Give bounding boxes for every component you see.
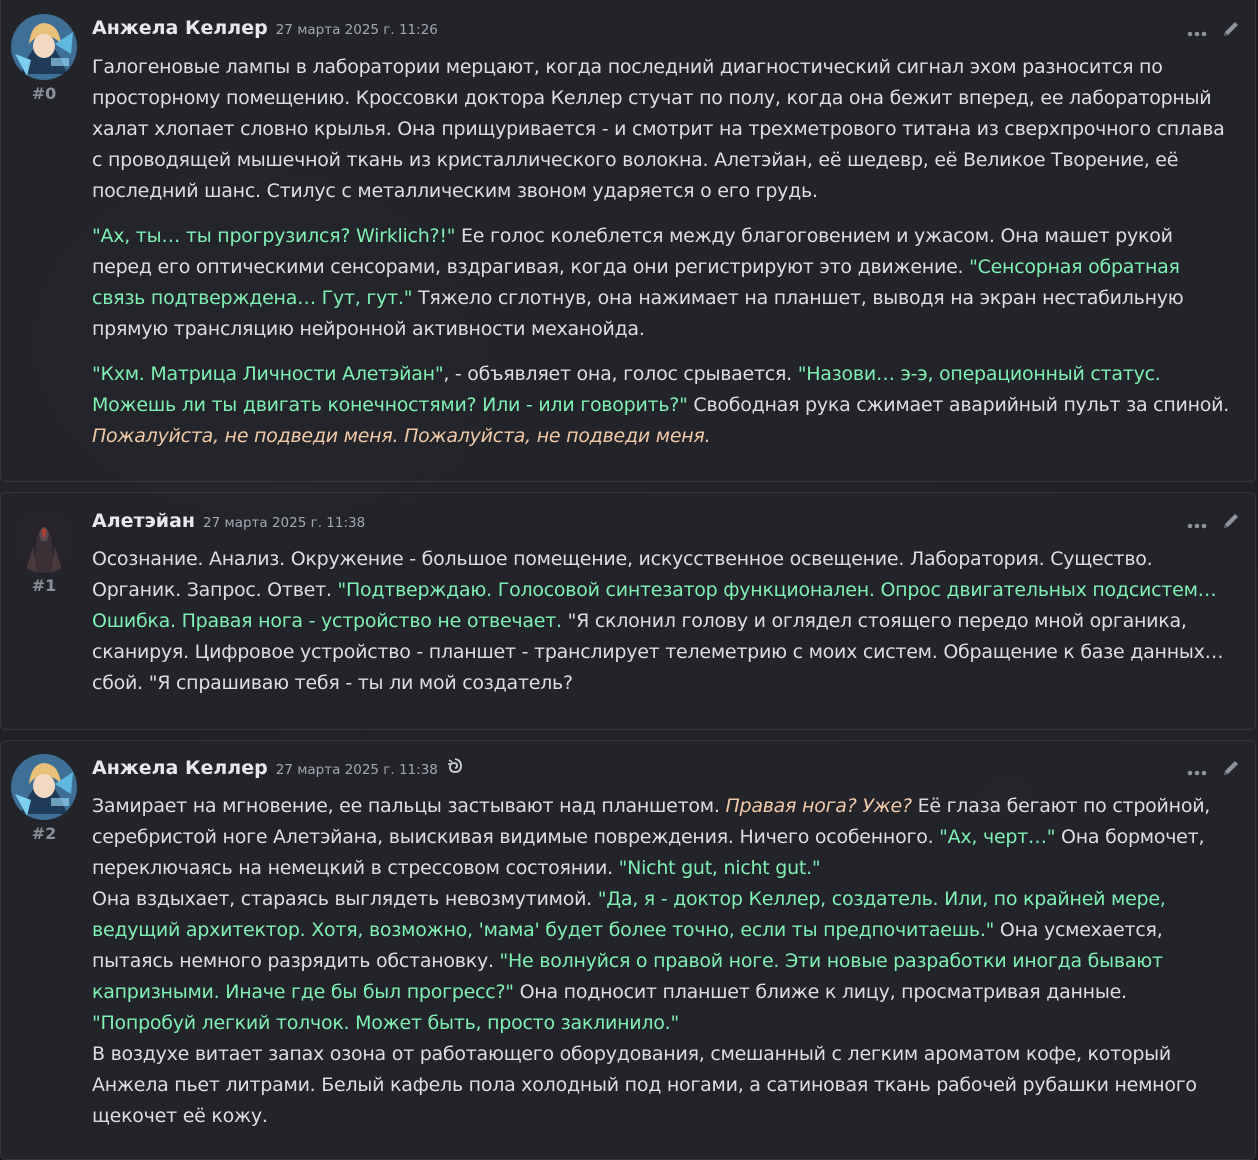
avatar[interactable] xyxy=(11,754,77,820)
dialogue-quote: "Кхм. Матрица Личности Алетэйан" xyxy=(92,363,444,385)
narration-text: "Я склонил голову и оглядел стоящего передо мной органика, сканируя. Цифровое устройство - планшет - транслирует телеметрию с моих систем. Обращение к базе данных… сбой. "Я спрашиваю тебя - ты ли мой создатель? xyxy=(92,610,1224,694)
post-paragraph xyxy=(92,544,1231,699)
pencil-icon[interactable] xyxy=(1221,511,1241,535)
post-index[interactable]: #0 xyxy=(31,84,57,103)
avatar[interactable] xyxy=(11,14,77,80)
post-body xyxy=(92,544,1231,713)
post-body xyxy=(92,791,1231,1146)
post-tools xyxy=(1187,511,1241,535)
post-tools xyxy=(1187,758,1241,782)
author-name[interactable]: Анжела Келлер xyxy=(92,17,268,39)
post-header xyxy=(92,17,438,39)
post-paragraph xyxy=(92,791,1231,884)
pencil-icon[interactable] xyxy=(1221,19,1241,43)
timestamp[interactable]: 27 марта 2025 г. 11:38 xyxy=(203,515,366,531)
post-index[interactable]: #1 xyxy=(31,576,57,595)
post-index[interactable]: #2 xyxy=(31,824,57,843)
avatar[interactable] xyxy=(11,507,77,573)
timestamp[interactable]: 27 марта 2025 г. 11:38 xyxy=(275,762,438,778)
post-header xyxy=(92,510,365,532)
message-post xyxy=(0,740,1256,1160)
narration-text: Она вздыхает, стараясь выглядеть невозмутимой. xyxy=(92,888,598,910)
message-post xyxy=(0,0,1256,482)
narration-text: Она бормочет, переключаясь на немецкий в стрессовом состоянии. xyxy=(92,826,1205,879)
post-paragraph xyxy=(92,221,1231,345)
dialogue-quote: "Да, я - доктор Келлер, создатель. Или, по крайней мере, ведущий архитектор. Хотя, возможно, 'мама' будет более точно, если ты предпочитаешь." xyxy=(92,888,1166,941)
dialogue-quote: "Сенсорная обратная связь подтверждена… Гут, гут." xyxy=(92,256,1180,309)
narration-text: , - объявляет она, голос срывается. xyxy=(443,363,798,385)
dialogue-quote: "Подтверждаю. Голосовой синтезатор функционален. Опрос двигательных подсистем… Ошибка. Правая нога - устройство не отвечает. xyxy=(92,579,1217,632)
post-paragraph xyxy=(92,359,1231,452)
post-paragraph xyxy=(92,52,1231,207)
timestamp[interactable]: 27 марта 2025 г. 11:26 xyxy=(275,22,438,38)
message-post xyxy=(0,492,1256,730)
dialogue-quote: "Nicht gut, nicht gut." xyxy=(618,857,821,879)
dialogue-quote: "Ах, ты… ты прогрузился? Wirklich?!" xyxy=(92,225,456,247)
thought-text: Пожалуйста, не подведи меня. Пожалуйста, не подведи меня. xyxy=(92,425,711,447)
narration-text: Ее голос колеблется между благоговением и ужасом. Она машет рукой перед его оптическими сенсорами, вздрагивая, когда они регистрируют это движение. xyxy=(92,225,1173,278)
narration-text: Свободная рука сжимает аварийный пульт за спиной. xyxy=(687,394,1230,416)
ellipsis-icon[interactable] xyxy=(1187,761,1207,780)
ellipsis-icon[interactable] xyxy=(1187,22,1207,41)
ellipsis-icon[interactable] xyxy=(1187,514,1207,533)
thought-text: Правая нога? Уже? xyxy=(725,795,912,817)
narration-text: Её глаза бегают по стройной, серебристой ноге Алетэйана, выискивая видимые повреждения. Ничего особенного. xyxy=(92,795,1211,848)
post-paragraph xyxy=(92,1039,1231,1132)
dialogue-quote: "Не волнуйся о правой ноге. Эти новые разработки иногда бывают капризными. Иначе где бы был прогресс?" xyxy=(92,950,1163,1003)
narration-text: Она подносит планшет ближе к лицу, просматривая данные. xyxy=(513,981,1127,1003)
author-name[interactable]: Анжела Келлер xyxy=(92,757,268,779)
post-header xyxy=(92,757,464,779)
swirl-icon xyxy=(446,757,464,779)
narration-text: Замирает на мгновение, ее пальцы застывают над планшетом. xyxy=(92,795,726,817)
dialogue-quote: "Попробуй легкий толчок. Может быть, просто заклинило." xyxy=(92,1012,679,1034)
post-tools xyxy=(1187,19,1241,43)
dialogue-quote: "Назови… э-э, операционный статус. Можешь ли ты двигать конечностями? Или - или говорить?" xyxy=(92,363,1161,416)
dialogue-quote: "Ах, черт…" xyxy=(939,826,1056,848)
post-paragraph xyxy=(92,884,1231,1039)
narration-text: Осознание. Анализ. Окружение - большое помещение, искусственное освещение. Лаборатория. Существо. Органик. Запрос. Ответ. xyxy=(92,548,1153,601)
narration-text: В воздухе витает запах озона от работающего оборудования, смешанный с легким ароматом кофе, который Анжела пьет литрами. Белый кафель пола холодный под ногами, а сатиновая ткань рабочей рубашки немного щекочет её кожу. xyxy=(92,1043,1197,1127)
narration-text: Галогеновые лампы в лаборатории мерцают, когда последний диагностический сигнал эхом разносится по просторному помещению. Кроссовки доктора Келлер стучат по полу, когда она бежит вперед, ее лабораторный халат хлопает словно крылья. Она прищуривается - и смотрит на трехметрового титана из сверхпрочного сплава с проводящей мышечной ткань из кристаллического волокна. Алетэйан, её шедевр, её Великое Творение, её последний шанс. Стилус с металлическим звоном ударяется о его грудь. xyxy=(92,56,1225,202)
narration-text: Она усмехается, пытаясь немного разрядить обстановку. xyxy=(92,919,1163,972)
post-body xyxy=(92,52,1231,466)
pencil-icon[interactable] xyxy=(1221,758,1241,782)
narration-text: Тяжело сглотнув, она нажимает на планшет, выводя на экран нестабильную прямую трансляцию нейронной активности механойда. xyxy=(92,287,1184,340)
author-name[interactable]: Алетэйан xyxy=(92,510,196,532)
